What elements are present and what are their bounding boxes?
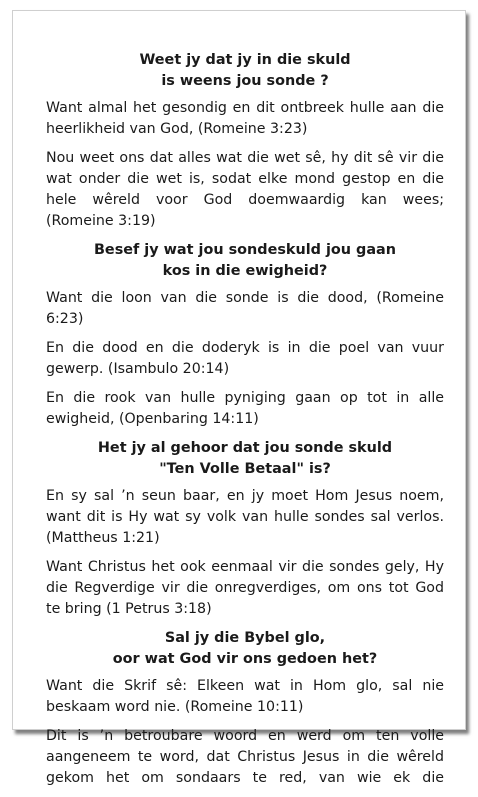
heading-line: Weet jy dat jy in die skuld — [139, 52, 351, 68]
scripture-paragraph: Want almal het gesondig en dit ontbreek hulle aan die heerlikheid van God, (Romeine 3:23) — [46, 100, 444, 137]
heading-line: Besef jy wat jou sondeskuld jou gaan — [93, 242, 397, 258]
section-heading-believe — [46, 628, 444, 670]
scripture-paragraph: Want die loon van die sonde is die dood, (Romeine 6:23) — [46, 290, 444, 327]
scripture-paragraph: Nou weet ons dat alles wat die wet sê, hy dit sê vir die wat onder die wet is, sodat elke mond gestop en die hele wêreld voor God doemwaardig kan wees; (Romeine 3:19) — [46, 150, 444, 229]
heading-line: Het jy al gehoor dat jou sonde skuld — [97, 440, 393, 456]
heading-line: oor wat God vir ons gedoen het? — [112, 651, 378, 667]
scripture-paragraph: Want die Skrif sê: Elkeen wat in Hom glo, sal nie beskaam word nie. (Romeine 10:11) — [46, 678, 444, 715]
section-heading-eternity — [46, 240, 444, 282]
heading-line: "Ten Volle Betaal" is? — [159, 461, 331, 477]
scripture-paragraph: Want Christus het ook eenmaal vir die sondes gely, Hy die Regverdige vir die onregverdiges, om ons tot God te bring (1 Petrus 3:18) — [46, 559, 444, 617]
heading-line: is weens jou sonde ? — [161, 73, 329, 89]
heading-line: kos in die ewigheid? — [162, 263, 328, 279]
tract-page — [12, 10, 466, 786]
scripture-paragraph: Dit is ’n betroubare woord en werd om ten volle aangeneem te word, dat Christus Jesus in die wêreld gekom het om sondaars te red, van wie ek die — [46, 728, 444, 786]
scripture-paragraph: En die dood en die doderyk is in die poel van vuur gewerp. (Isambulo 20:14) — [46, 340, 444, 377]
section-heading-debt — [46, 50, 444, 92]
section-heading-paid-in-full — [46, 438, 444, 480]
tract-content — [46, 42, 444, 797]
scripture-paragraph: En die rook van hulle pyniging gaan op tot in alle ewigheid, (Openbaring 14:11) — [46, 390, 444, 427]
heading-line: Sal jy die Bybel glo, — [164, 630, 326, 646]
scripture-paragraph: En sy sal ’n seun baar, en jy moet Hom Jesus noem, want dit is Hy wat sy volk van hulle sondes sal verlos. (Mattheus 1:21) — [46, 488, 444, 546]
